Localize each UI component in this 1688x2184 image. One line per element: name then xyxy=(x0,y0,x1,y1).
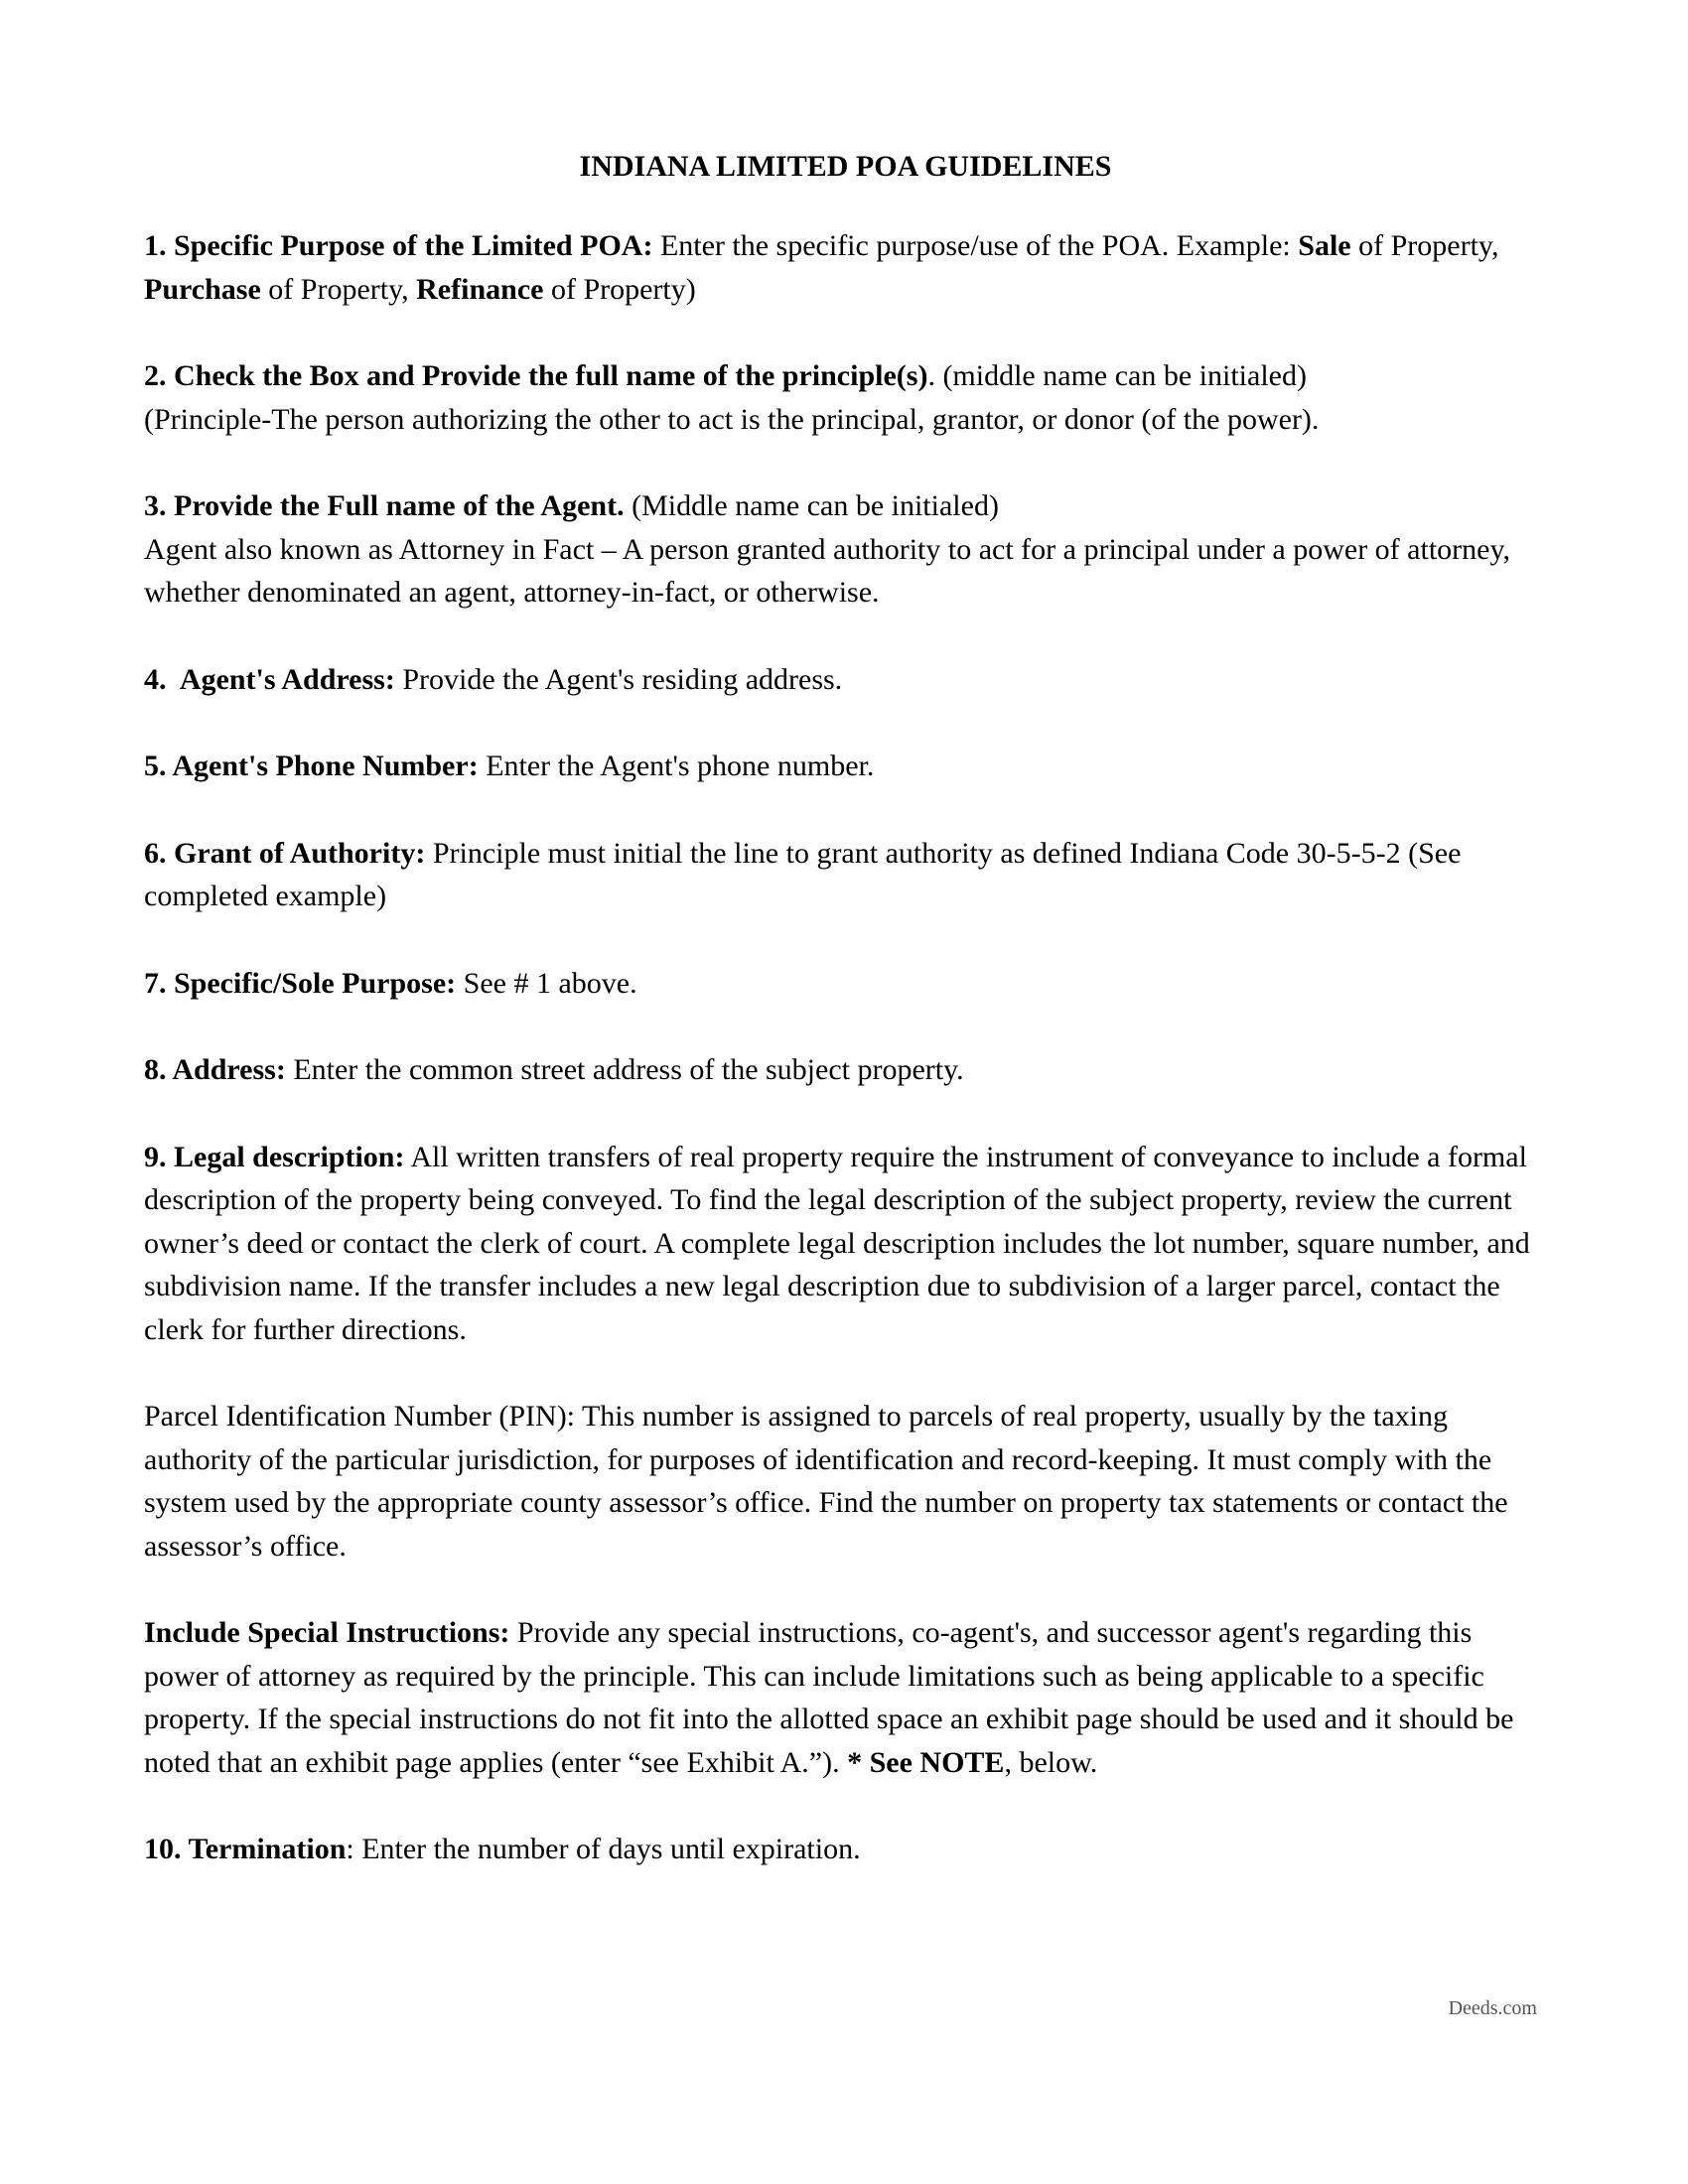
item-2: 2. Check the Box and Provide the full name of the principle(s). (middle name can be initialed) (Principle-The person authorizing the other to act is the principal, grantor, or donor (of the power). xyxy=(144,359,1320,436)
item-9: 9. Legal description: All written transfers of real property require the instrument of conveyance to include a formal description of the property being conveyed. To find the legal description of the subject property, review the current owner’s deed or contact the clerk of court. A complete legal description includes the lot number, square number, and subdivision name. If the transfer includes a new legal description due to subdivision of a larger parcel, contact the clerk for further directions. xyxy=(144,1140,1530,1346)
item-1: 1. Specific Purpose of the Limited POA: Enter the specific purpose/use of the POA. Example: Sale of Property, Purchase of Property, Refinance of Property) xyxy=(144,229,1499,306)
item-8: 8. Address: Enter the common street address of the subject property. xyxy=(144,1053,964,1086)
item-1-label: 1. Specific Purpose of the Limited POA: xyxy=(144,229,653,262)
pin-paragraph: Parcel Identification Number (PIN): This number is assigned to parcels of real property, usually by the taxing authority of the particular jurisdiction, for purposes of identification and record-keeping. It must comply with the system used by the appropriate county assessor’s office. Find the number on property tax statements or contact the assessor’s office. xyxy=(144,1400,1508,1563)
item-10: 10. Termination: Enter the number of days until expiration. xyxy=(144,1833,861,1865)
document-title: INDIANA LIMITED POA GUIDELINES xyxy=(579,150,1112,183)
item-4-label: 4. Agent's Address: xyxy=(144,662,395,696)
footer-brand: Deeds.com xyxy=(1448,1997,1537,2019)
see-note: * See NOTE xyxy=(847,1745,1005,1779)
item-2-label: 2. Check the Box and Provide the full name of the principle(s) xyxy=(144,359,928,392)
item-3-label: 3. Provide the Full name of the Agent. xyxy=(144,489,625,522)
item-3: 3. Provide the Full name of the Agent. (Middle name can be initialed) Agent also known as Attorney in Fact – A person granted authority to act for a principal under a power of attorney, whether denominated an agent, attorney-in-fact, or otherwise. xyxy=(144,489,1511,609)
item-5-label: 5. Agent's Phone Number: xyxy=(144,750,479,782)
item-3-definition: Agent also known as Attorney in Fact – A person granted authority to act for a principal under a power of attorney, whether denominated an agent, attorney-in-fact, or otherwise. xyxy=(144,532,1511,609)
item-2-definition: (Principle-The person authorizing the other to act is the principal, grantor, or donor (of the power). xyxy=(144,402,1320,436)
item-6-label: 6. Grant of Authority: xyxy=(144,836,426,870)
item-10-label: 10. Termination xyxy=(144,1833,347,1865)
item-6: 6. Grant of Authority: Principle must initial the line to grant authority as defined Indiana Code 30-5-5-2 (See completed example) xyxy=(144,836,1462,912)
special-instructions-label: Include Special Instructions: xyxy=(144,1616,510,1649)
special-instructions: Include Special Instructions: Provide any special instructions, co-agent's, and successor agent's regarding this power of attorney as required by the principle. This can include limitations such as being applicable to a specific property. If the special instructions do not fit into the allotted space an exhibit page should be used and it should be noted that an exhibit page applies (enter “see Exhibit A.”). * See NOTE, below. xyxy=(144,1616,1514,1779)
item-5: 5. Agent's Phone Number: Enter the Agent's phone number. xyxy=(144,750,875,782)
item-7-label: 7. Specific/Sole Purpose: xyxy=(144,966,457,1000)
item-8-label: 8. Address: xyxy=(144,1053,286,1086)
item-9-label: 9. Legal description: xyxy=(144,1140,405,1173)
item-4: 4. Agent's Address: Provide the Agent's residing address. xyxy=(144,662,843,696)
item-7: 7. Specific/Sole Purpose: See # 1 above. xyxy=(144,966,637,1000)
